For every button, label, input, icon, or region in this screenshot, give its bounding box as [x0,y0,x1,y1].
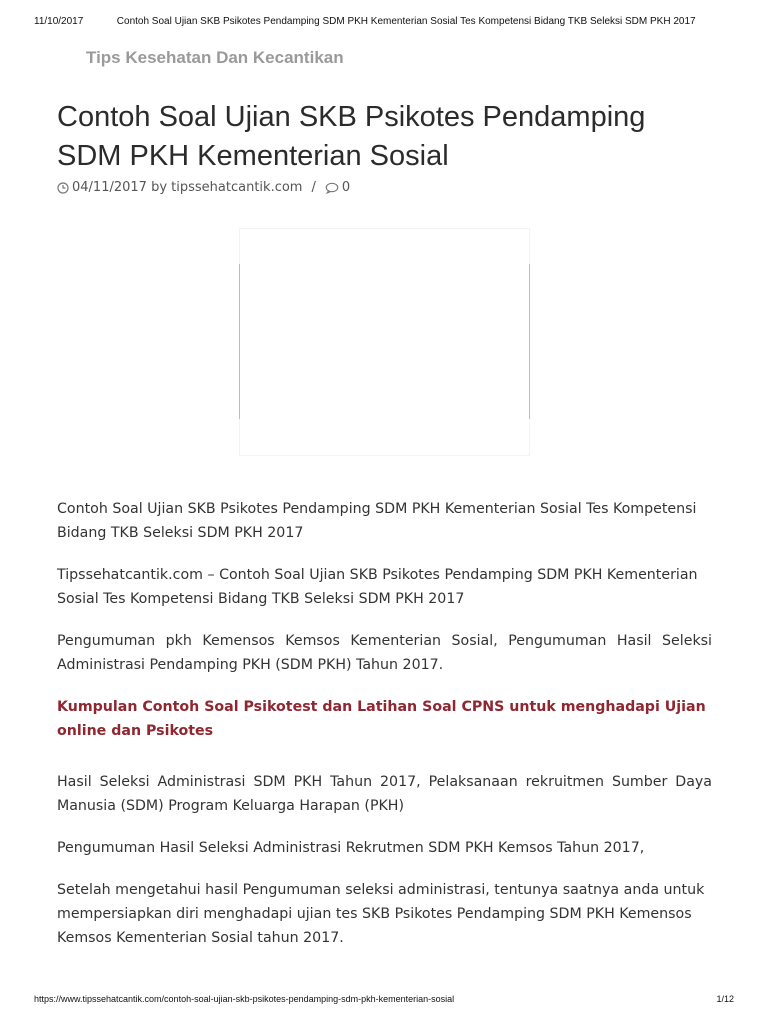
print-url: https://www.tipssehatcantik.com/contoh-soal-ujian-skb-psikotes-pendamping-sdm-pkh-kementerian-sosial [34,994,455,1004]
paragraph-intro: Contoh Soal Ujian SKB Psikotes Pendamping SDM PKH Kementerian Sosial Tes Kompetensi Bidang TKB Seleksi SDM PKH 2017 [57,501,697,541]
print-footer [34,994,734,1004]
post-by: by [151,180,168,195]
comment-icon [325,182,339,194]
print-date: 11/10/2017 [34,16,84,27]
comment-count: 0 [341,180,351,195]
post-meta [57,180,350,195]
print-doc-title: Contoh Soal Ujian SKB Psikotes Pendamping SDM PKH Kementerian Sosial Tes Kompetensi Bidang TKB Seleksi SDM PKH 2017 [116,16,696,27]
meta-separator: / [311,180,316,195]
ad-border-right [529,264,530,419]
post-content [57,497,712,968]
print-page-number: 1/12 [716,994,734,1004]
paragraph-recruitment: Pengumuman Hasil Seleksi Administrasi Rekrutmen SDM PKH Kemsos Tahun 2017, [57,840,645,856]
ad-border-left [239,264,240,419]
paragraph-results: Hasil Seleksi Administrasi SDM PKH Tahun 2017, Pelaksanaan rekruitmen Sumber Daya Manusia (SDM) Program Keluarga Harapan (PKH) [57,774,712,814]
paragraph-site-intro: Tipssehatcantik.com – Contoh Soal Ujian SKB Psikotes Pendamping SDM PKH Kementerian Sosial Tes Kompetensi Bidang TKB Seleksi SDM PKH 2017 [57,567,698,607]
paragraph-announcement: Pengumuman pkh Kemensos Kemsos Kementerian Sosial, Pengumuman Hasil Seleksi Administrasi Pendamping PKH (SDM PKH) Tahun 2017. [57,633,712,673]
comments-link[interactable] [325,180,350,195]
print-header [34,16,734,27]
paragraph-preparation: Setelah mengetahui hasil Pengumuman seleksi administrasi, tentunya saatnya anda untuk mempersiapkan diri menghadapi ujian tes SKB Psikotes Pendamping SDM PKH Kemensos Kemsos Kementerian Sosial tahun 2017. [57,882,705,946]
post-date: 04/11/2017 [72,180,147,195]
clock-icon [57,182,69,194]
post-title: Contoh Soal Ujian SKB Psikotes Pendamping SDM PKH Kementerian Sosial [57,101,646,172]
site-title-link[interactable]: Tips Kesehatan Dan Kecantikan [86,48,344,67]
promo-link[interactable]: Kumpulan Contoh Soal Psikotest dan Latihan Soal CPNS untuk menghadapi Ujian online dan Psikotes [57,699,706,739]
post-author-link[interactable]: tipssehatcantik.com [171,180,303,195]
ad-placeholder [239,228,530,456]
